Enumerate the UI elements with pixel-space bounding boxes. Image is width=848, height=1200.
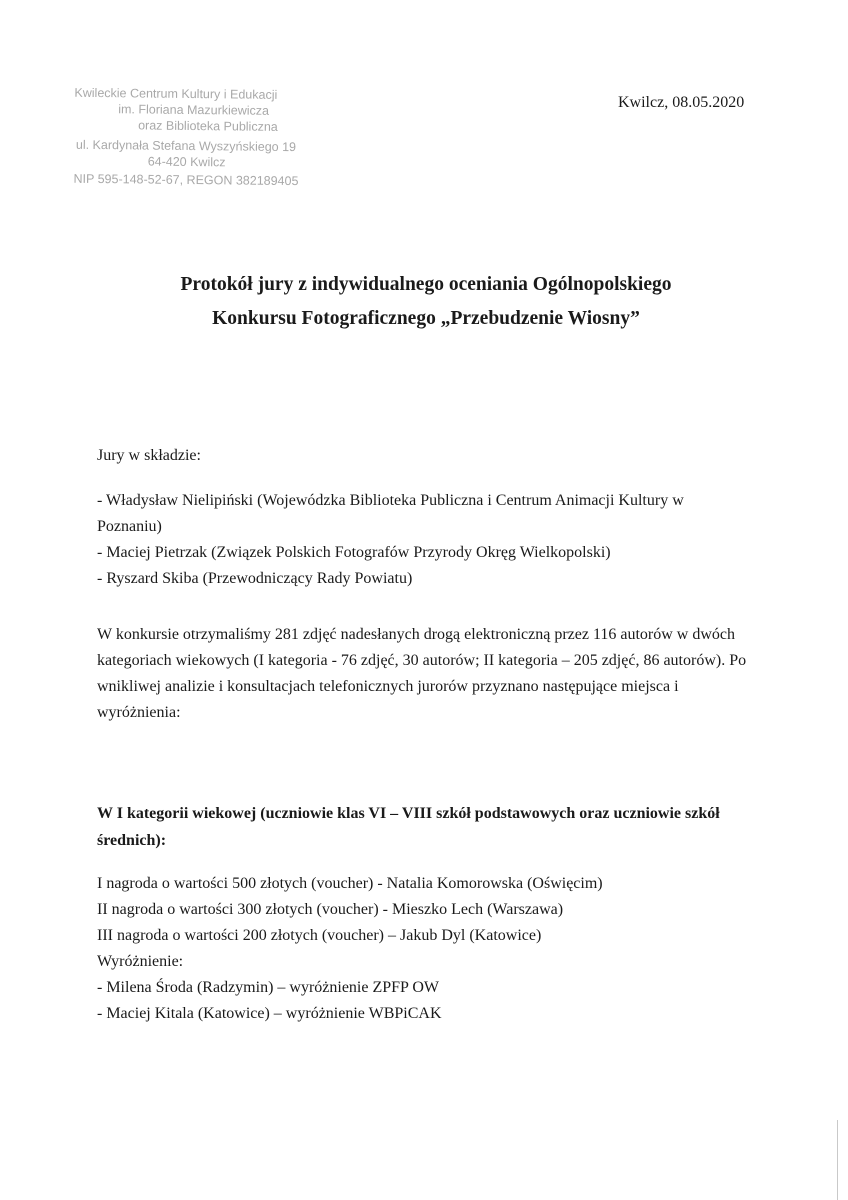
jury-member: Poznaniu) — [97, 518, 162, 535]
prize-entry: - Milena Środa (Radzymin) – wyróżnienie ZPFP OW — [97, 979, 440, 996]
prize-entry: Wyróżnienie: — [97, 953, 184, 970]
stamp-line: oraz Biblioteka Publiczna — [138, 118, 278, 134]
stamp-line: 64-420 Kwilcz — [147, 154, 226, 170]
prize-entry: II nagroda o wartości 300 złotych (voucher) - Mieszko Lech (Warszawa) — [97, 901, 564, 918]
prize-entry: III nagroda o wartości 200 złotych (voucher) – Jakub Dyl (Katowice) — [97, 927, 542, 944]
document-date: Kwilcz, 08.05.2020 — [618, 94, 745, 111]
jury-member: - Władysław Nielipiński (Wojewódzka Biblioteka Publiczna i Centrum Animacji Kultury w — [97, 492, 684, 509]
jury-members-list — [97, 488, 747, 592]
category-heading: W I kategorii wiekowej (uczniowie klas VI – VIII szkół podstawowych oraz uczniowie szkół średnich): — [97, 805, 720, 849]
prize-entry: I nagroda o wartości 500 złotych (voucher) - Natalia Komorowska (Oświęcim) — [97, 875, 603, 892]
stamp-line: NIP 595-148-52-67, REGON 382189405 — [73, 171, 299, 189]
jury-heading: Jury w składzie: — [97, 447, 201, 464]
document-title — [96, 268, 756, 336]
title-line: Protokół jury z indywidualnego oceniania Ogólnopolskiego — [180, 274, 672, 295]
scan-edge-line — [837, 1120, 838, 1200]
stamp-line: im. Floriana Mazurkiewicza — [118, 102, 270, 118]
prize-entry: - Maciej Kitala (Katowice) – wyróżnienie WBPiCAK — [97, 1005, 442, 1022]
jury-member: - Maciej Pietrzak (Związek Polskich Fotografów Przyrody Okręg Wielkopolski) — [97, 544, 611, 561]
institution-stamp — [71, 85, 312, 190]
jury-member: - Ryszard Skiba (Przewodniczący Rady Powiatu) — [97, 570, 413, 587]
prizes-list — [97, 871, 747, 1027]
stamp-line: ul. Kardynała Stefana Wyszyńskiego 19 — [75, 137, 297, 155]
intro-paragraph: W konkursie otrzymaliśmy 281 zdjęć nadesłanych drogą elektroniczną przez 116 autorów w dwóch kategoriach wiekowych (I kategoria - 76 zdjęć, 30 autorów; II kategoria – 205 zdjęć, 86 autorów). Po wnikliwej analizie i konsultacjach telefonicznych jurorów przyznano następujące miejsca i wyróżnienia: — [97, 626, 747, 721]
title-line: Konkursu Fotograficznego „Przebudzenie Wiosny” — [212, 308, 640, 329]
stamp-line: Kwileckie Centrum Kultury i Edukacji — [74, 85, 278, 102]
